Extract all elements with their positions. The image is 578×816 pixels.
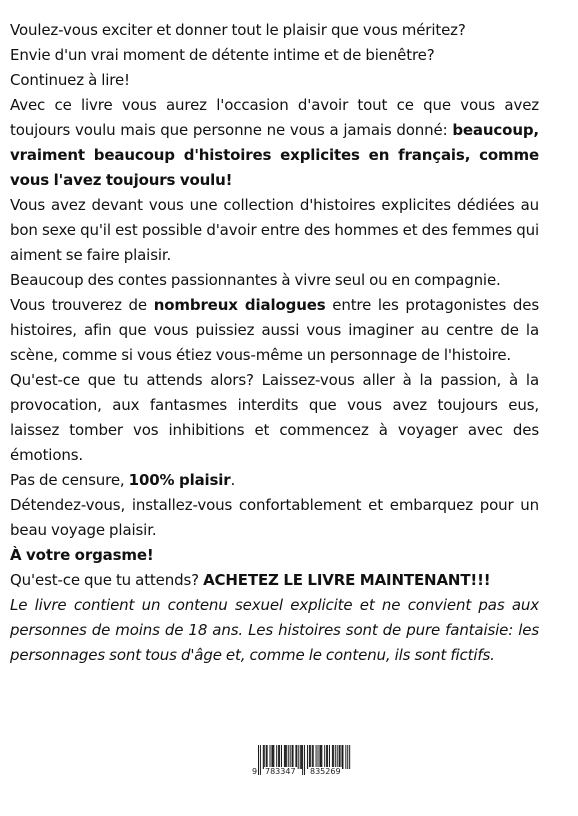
blurb-paragraph-12: [10, 568, 539, 593]
blurb-paragraph-11-emphasis: À votre orgasme!: [10, 546, 154, 564]
isbn-barcode: [252, 745, 354, 779]
blurb-paragraph-4-emphasis: beaucoup, vraiment beaucoup d'histoires explicites en français, comme vous l'avez toujours voulu!: [10, 121, 539, 189]
blurb-paragraph-4-text: Avec ce livre vous aurez l'occasion d'avoir tout ce que vous avez toujours voulu mais que personne ne vous a jamais donné:: [10, 96, 539, 139]
blurb-paragraph-4: [10, 93, 539, 193]
blurb-paragraph-12-text: Qu'est-ce que tu attends?: [10, 571, 204, 589]
barcode-lead-digit: 9: [252, 767, 258, 776]
blurb-paragraph-11: [10, 543, 539, 568]
blurb-paragraph-1: Voulez-vous exciter et donner tout le plaisir que vous méritez?: [10, 21, 466, 39]
barcode-left-group: 783347: [265, 767, 296, 776]
blurb-paragraph-12-emphasis: ACHETEZ LE LIVRE MAINTENANT!!!: [203, 571, 491, 589]
blurb-paragraph-8: Qu'est-ce que tu attends alors? Laissez-vous aller à la passion, à la provocation, aux fantasmes interdits que vous avez toujours eus, laissez tomber vos inhibitions et commencez à voyager avec des émotions.: [10, 371, 539, 464]
blurb-paragraph-6: Beaucoup des contes passionnantes à vivre seul ou en compagnie.: [10, 271, 501, 289]
blurb-paragraph-3: Continuez à lire!: [10, 71, 130, 89]
barcode-right-group: 835269: [310, 767, 341, 776]
blurb-paragraph-5: Vous avez devant vous une collection d'histoires explicites dédiées au bon sexe qu'il est possible d'avoir entre des hommes et des femmes qui aiment se faire plaisir.: [10, 196, 539, 264]
blurb-paragraph-9-text-end: .: [230, 471, 236, 489]
back-cover-text: [10, 18, 539, 668]
blurb-paragraph-7-text-start: Vous trouverez de: [10, 296, 154, 314]
blurb-paragraph-7-text-end: entre les protagonistes des histoires, afin que vous puissiez aussi vous imaginer au centre de la scène, comme si vous étiez vous-même un personnage de l'histoire.: [10, 296, 539, 364]
blurb-paragraph-7: [10, 293, 539, 368]
blurb-paragraph-9: [10, 468, 539, 493]
blurb-paragraph-9-emphasis: 100% plaisir: [128, 471, 231, 489]
blurb-paragraph-2: Envie d'un vrai moment de détente intime et de bienêtre?: [10, 46, 435, 64]
blurb-paragraph-10: Détendez-vous, installez-vous confortablement et embarquez pour un beau voyage plaisir.: [10, 496, 539, 539]
blurb-paragraph-9-text-start: Pas de censure,: [10, 471, 129, 489]
content-warning: Le livre contient un contenu sexuel explicite et ne convient pas aux personnes de moins de 18 ans. Les histoires sont de pure fantaisie: les personnages sont tous d'âge et, comme le contenu, ils sont fictifs.: [10, 596, 539, 664]
blurb-paragraph-7-emphasis: nombreux dialogues: [153, 296, 326, 314]
